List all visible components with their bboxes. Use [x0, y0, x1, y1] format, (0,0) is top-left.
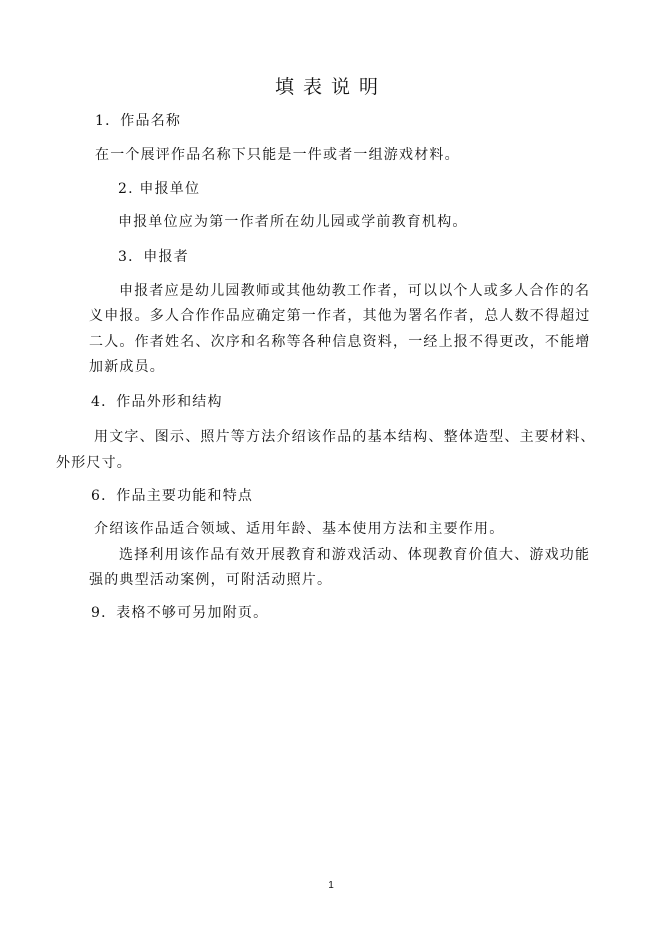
section-body-line: 外形尺寸。	[56, 455, 132, 471]
section-body-line: 二人。作者姓名、次序和名称等各种信息资料，一经上报不得更改，不能增	[89, 334, 591, 350]
page-title: 填表说明	[274, 76, 387, 98]
section-heading-applicant: 3．申报者	[118, 249, 189, 265]
section-heading-attachment: 9．表格不够可另加附页。	[91, 605, 269, 621]
section-body-line: 选择利用该作品有效开展教育和游戏活动、体现教育价值大、游戏功能	[119, 547, 591, 563]
section-body-line: 强的典型活动案例，可附活动照片。	[89, 572, 333, 588]
section-body-line: 申报单位应为第一作者所在幼儿园或学前教育机构。	[118, 214, 468, 230]
section-heading-structure: 4．作品外形和结构	[91, 394, 223, 410]
section-heading-features: 6．作品主要功能和特点	[91, 488, 254, 504]
section-body-line: 介绍该作品适合领域、适用年龄、基本使用方法和主要作用。	[94, 521, 505, 537]
section-body-line: 在一个展评作品名称下只能是一件或者一组游戏材料。	[95, 147, 460, 163]
page-number: 1	[328, 880, 334, 891]
section-body-line: 用文字、图示、照片等方法介绍该作品的基本结构、整体造型、主要材料、	[94, 429, 596, 445]
section-body-line: 加新成员。	[89, 359, 165, 375]
section-heading-unit: 2. 申报单位	[118, 181, 201, 197]
section-body-line: 义申报。多人合作作品应确定第一作者，其他为署名作者，总人数不得超过	[89, 308, 591, 324]
section-heading-name: 1．作品名称	[95, 113, 182, 129]
section-body-line: 申报者应是幼儿园教师或其他幼教工作者，可以以个人或多人合作的名	[119, 283, 591, 299]
